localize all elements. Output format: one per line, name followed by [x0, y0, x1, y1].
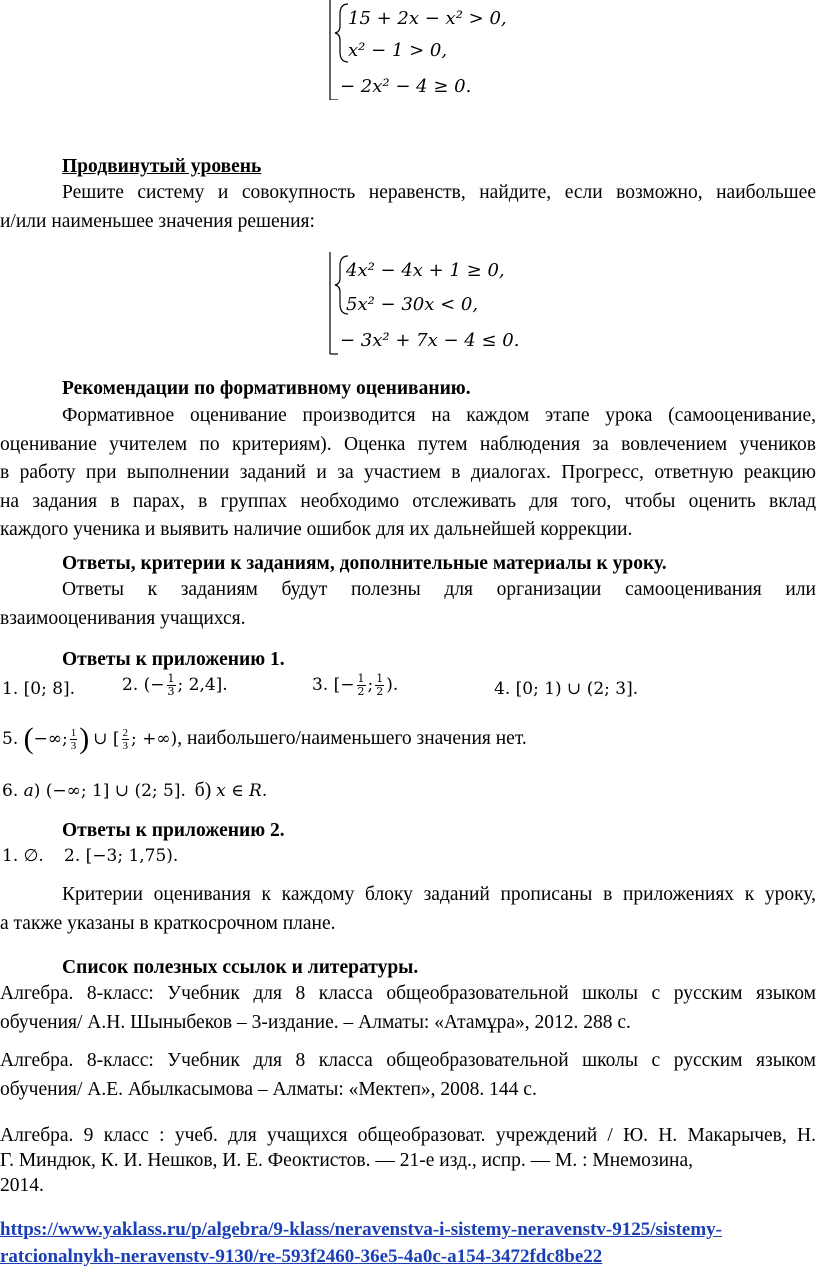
appendix2-answer-2: 2. [−3; 1,75).: [64, 846, 179, 866]
reference-1: Алгебра. 8-класс: Учебник для 8 класса общеобразовательной школы с русским языком обучения/ А.Н. Шыныбеков – 3-издание. – Алматы: «Атамұра», 2012. 288 с.: [0, 983, 816, 1033]
recommendations-heading: Рекомендации по формативному оцениванию.: [62, 378, 471, 399]
system2-line-1: 4x² − 4x + 1 ≥ 0,: [346, 260, 505, 281]
answer-3: 3. [− $\frac{1}{2}$ ; $\frac{1}{2}$ ).: [312, 672, 399, 698]
criteria-text: Критерии оценивания к каждому блоку заданий прописаны в приложениях к уроку, а также указаны в краткосрочном плане.: [0, 884, 816, 934]
appendix2-heading: Ответы к приложению 2.: [62, 820, 285, 841]
appendix1-heading: Ответы к приложению 1.: [62, 649, 285, 670]
reference-3: Алгебра. 9 класс : учеб. для учащихся общеобразоват. учреждений / Ю. Н. Макарычев, Н. Г. Миндюк, К. И. Нешков, И. Е. Феоктистов. — 21-е изд., испр. — М. : Мнемозина, 2014.: [0, 1125, 816, 1196]
reference-link-line-1[interactable]: https://www.yaklass.ru/p/algebra/9-klass/neravenstva-i-sistemy-neravenstv-9125/sistemy-: [0, 1219, 722, 1240]
answer-1: 1. [0; 8].: [2, 679, 76, 699]
answer-6: 6. 𝑎) (−∞; 1] ∪ (2; 5]. б) 𝑥 ∈ 𝑅.: [2, 780, 268, 801]
answers-heading: Ответы, критерии к заданиям, дополнительные материалы к уроку.: [62, 553, 667, 574]
advanced-heading: Продвинутый уровень: [62, 156, 262, 177]
reference-link-line-2[interactable]: ratcionalnykh-neravenstv-9130/re-593f2460-36e5-4a0c-a154-3472fdc8be22: [0, 1246, 603, 1267]
system1-line-2: x² − 1 > 0,: [348, 40, 448, 61]
system2-line-2: 5x² − 30x < 0,: [346, 294, 479, 315]
answer-2: 2. (− $\frac{1}{3}$ ; 2,4].: [122, 672, 228, 698]
advanced-text: Решите систему и совокупность неравенств, найдите, если возможно, наибольшее и/или наименьшее значения решения:: [0, 182, 816, 232]
system1-line-3: − 2x² − 4 ≥ 0.: [340, 76, 472, 97]
references-heading: Список полезных ссылок и литературы.: [62, 957, 419, 978]
answers-text: Ответы к заданиям будут полезны для организации самооценивания или взаимооценивания учащихся.: [0, 579, 816, 629]
answer-4: 4. [0; 1) ∪ (2; 3].: [494, 679, 639, 699]
reference-2: Алгебра. 8-класс: Учебник для 8 класса общеобразовательной школы с русским языком обучения/ А.Е. Абылкасымова – Алматы: «Мектеп», 2008. 144 с.: [0, 1050, 816, 1100]
appendix2-answer-1: 1. ∅.: [2, 846, 44, 866]
recommendations-text: Формативное оценивание производится на каждом этапе урока (самооценивание, оценивание учителем по критериям). Оценка путем наблюдения за вовлечением учеников в работу при выполнении заданий и за участием в диалогах. Прогресс, ответную реакцию на задания в парах, в группах необходимо отслеживать для того, чтобы оценить вклад каждого ученика и выявить наличие ошибок для их дальнейшей коррекции.: [0, 405, 816, 540]
answer-5: 5. (−∞; $\frac{1}{3}$ ) ∪ [ $\frac{2}{3}$ ; +∞), наибольшего/наименьшего значения нет.: [2, 722, 527, 755]
system2-line-3: − 3x² + 7x − 4 ≤ 0.: [340, 330, 520, 351]
reference-link[interactable]: [0, 1216, 722, 1270]
system1-line-1: 15 + 2x − x² > 0,: [348, 8, 507, 29]
